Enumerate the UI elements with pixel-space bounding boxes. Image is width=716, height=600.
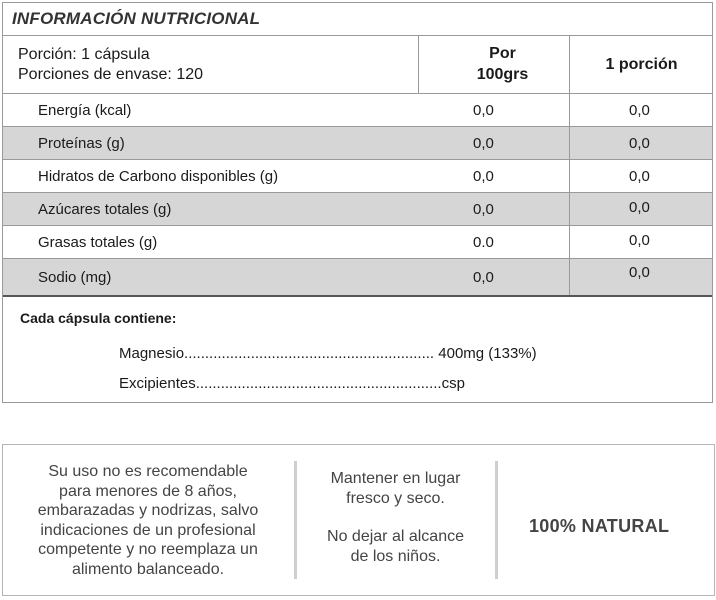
nutrient-row-energy bbox=[3, 94, 712, 127]
per-100g-header-line1: Por bbox=[489, 45, 516, 62]
keep-away-from-children bbox=[303, 527, 488, 566]
nutrient-label: Azúcares totales (g) bbox=[38, 201, 172, 218]
warning-line: indicaciones de un profesional bbox=[40, 521, 256, 539]
nutrient-label: Grasas totales (g) bbox=[38, 234, 158, 251]
nutrition-title: INFORMACIÓN NUTRICIONAL bbox=[3, 3, 712, 36]
nutrient-value-per100: 0,0 bbox=[473, 102, 494, 119]
storage-line: fresco y seco. bbox=[346, 489, 445, 507]
servings-per-container: Porciones de envase: 120 bbox=[18, 66, 204, 83]
warning-line: alimento balanceado. bbox=[71, 560, 225, 578]
nutrient-label: Sodio (mg) bbox=[38, 269, 112, 286]
nutrient-value-per100: 0,0 bbox=[473, 269, 494, 286]
warning-line: competente y no reemplaza un bbox=[38, 541, 258, 558]
nutrient-value-serving: 0,0 bbox=[629, 264, 650, 281]
children-line: de los niños. bbox=[350, 547, 441, 565]
serving-info bbox=[18, 45, 203, 85]
nutrient-value-serving: 0,0 bbox=[629, 102, 650, 119]
nutrient-label: Hidratos de Carbono disponibles (g) bbox=[38, 168, 279, 185]
serving-size: Porción: 1 cápsula bbox=[18, 46, 150, 63]
storage-line: Mantener en lugar bbox=[330, 470, 461, 487]
nutrition-header-row bbox=[3, 36, 712, 94]
nutrient-value-per100: 0,0 bbox=[473, 168, 494, 185]
nutrient-label: Proteínas (g) bbox=[38, 135, 125, 152]
warning-line: embarazadas y nodrizas, salvo bbox=[37, 502, 259, 519]
per-100g-header-line2: 100grs bbox=[476, 66, 529, 83]
header-divider-1 bbox=[418, 36, 419, 94]
nutrient-row-sugars bbox=[3, 193, 712, 226]
nutrient-row-fats bbox=[3, 226, 712, 259]
children-line: No dejar al alcance bbox=[327, 528, 464, 545]
capsule-contents-title: Cada cápsula contiene: bbox=[20, 310, 177, 326]
nutrition-facts-panel bbox=[2, 2, 713, 403]
nutrient-value-serving: 0,0 bbox=[629, 199, 650, 216]
product-info-panel bbox=[2, 444, 715, 596]
warning-line: Su uso no es recomendable bbox=[48, 463, 248, 480]
nutrient-value-serving: 0,0 bbox=[629, 135, 650, 152]
nutrient-label: Energía (kcal) bbox=[38, 102, 132, 119]
nutrient-value-per100: 0.0 bbox=[473, 234, 494, 251]
column-divider bbox=[569, 36, 570, 295]
nutrient-row-carbohydrates bbox=[3, 160, 712, 193]
warning-line: para menores de 8 años, bbox=[59, 482, 237, 500]
usage-warning bbox=[23, 462, 273, 579]
info-divider-1 bbox=[294, 461, 297, 579]
nutrient-value-serving: 0,0 bbox=[629, 168, 650, 185]
per-100g-header bbox=[436, 43, 569, 85]
nutrient-value-per100: 0,0 bbox=[473, 201, 494, 218]
per-serving-header: 1 porción bbox=[605, 56, 678, 73]
capsule-ingredient-excipients: Excipientes...........................................................csp bbox=[119, 375, 465, 392]
capsule-section-divider bbox=[3, 295, 712, 297]
nutrient-value-serving: 0,0 bbox=[629, 232, 650, 249]
capsule-ingredient-magnesium: Magnesio............................................................ 400mg (133%) bbox=[119, 345, 537, 362]
natural-badge: 100% NATURAL bbox=[529, 516, 670, 536]
nutrient-value-per100: 0,0 bbox=[473, 135, 494, 152]
info-divider-2 bbox=[495, 461, 498, 579]
storage-instructions bbox=[303, 469, 488, 508]
nutrient-row-protein bbox=[3, 127, 712, 160]
nutrient-row-sodium bbox=[3, 259, 712, 295]
